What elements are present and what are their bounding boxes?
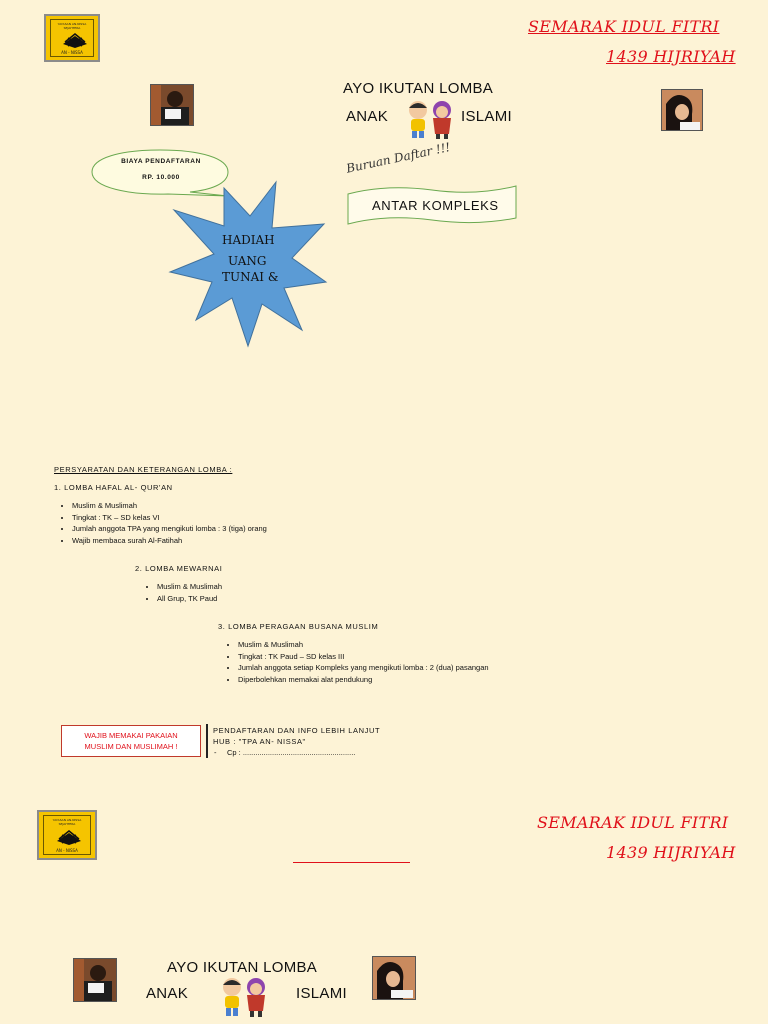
kids-cartoon-icon — [402, 98, 458, 140]
headline-line2-left: ANAK — [346, 108, 389, 125]
contact-line2: HUB : "TPA AN- NISSA" — [213, 737, 306, 746]
bubble-line2: RP. 10.000 — [142, 174, 180, 181]
headline-line2-right: ISLAMI — [461, 108, 512, 125]
banner-text: ANTAR KOMPLEKS — [372, 198, 499, 213]
buruan-daftar-text: Buruan Daftar !!! — [345, 139, 452, 176]
list-item: • Jumlah anggota setiap Kompleks yang mengikuti lomba : 2 (dua) pasangan — [238, 662, 489, 674]
logo-2 — [37, 810, 97, 860]
list-item: • Muslim & Muslimah — [238, 639, 489, 651]
burst-line2: UANG — [228, 254, 267, 268]
burst-line3: TUNAI & — [222, 270, 279, 284]
list-item: • Diperbolehkan memakai alat pendukung — [238, 674, 489, 686]
headline-line2-right-page2: ISLAMI — [296, 985, 347, 1002]
competition-3-title: 3. LOMBA PERAGAAN BUSANA MUSLIM — [218, 622, 379, 631]
red-underline — [293, 862, 410, 863]
list-item: • Muslim & Muslimah — [72, 500, 267, 512]
requirements-heading: PERSYARATAN DAN KETERANGAN LOMBA : — [54, 465, 233, 474]
header-title-line1: SEMARAK IDUL FITRI — [528, 17, 720, 36]
list-item: • Tingkat : TK – SD kelas VI — [72, 512, 267, 524]
logo-top-text: YAYASAN AN-NISSA SEJAHTERA — [57, 22, 87, 30]
notice-line1: WAJIB MEMAKAI PAKAIAN — [84, 731, 178, 740]
logo-bottom-text: AN - NISSA — [61, 50, 83, 55]
photo-girl-reading — [372, 956, 416, 1000]
headline-line1-page2: AYO IKUTAN LOMBA — [167, 959, 318, 976]
photo-man-reading — [150, 84, 194, 126]
photo-girl-reading — [661, 89, 703, 131]
list-item: • All Grup, TK Paud — [157, 593, 222, 605]
competition-1-title: 1. LOMBA HAFAL AL- QUR'AN — [54, 483, 173, 492]
logo — [44, 14, 100, 62]
list-item: • Muslim & Muslimah — [157, 581, 222, 593]
header-title-line2: 1439 HIJRIYAH — [606, 47, 736, 66]
notice-line2: MUSLIM DAN MUSLIMAH ! — [84, 742, 178, 751]
bubble-line1: BIAYA PENDAFTARAN — [121, 158, 201, 165]
header-title-line2-page2: 1439 HIJRIYAH — [606, 843, 736, 862]
dress-code-notice — [61, 725, 201, 757]
photo-man-reading — [73, 958, 117, 1002]
kids-cartoon-icon — [216, 975, 272, 1019]
logo-top-text: YAYASAN AN-NISSA SEJAHTERA — [52, 818, 82, 826]
list-item: • Jumlah anggota TPA yang mengikuti lomba : 3 (tiga) orang — [72, 523, 267, 535]
quran-icon — [55, 827, 83, 847]
quran-icon — [61, 30, 89, 50]
competition-1-list — [60, 500, 267, 546]
logo-bottom-text: AN - NISSA — [56, 848, 78, 853]
competition-2-title: 2. LOMBA MEWARNAI — [135, 564, 223, 573]
competition-3-list — [226, 639, 489, 685]
headline-line2-left-page2: ANAK — [146, 985, 189, 1002]
contact-line1: PENDAFTARAN DAN INFO LEBIH LANJUT — [213, 726, 381, 735]
competition-2-list — [145, 581, 222, 604]
divider — [206, 724, 208, 758]
list-item: • Tingkat : TK Paud – SD kelas III — [238, 651, 489, 663]
contact-cp: Cp : ...................................................... — [227, 748, 356, 757]
header-title-line1-page2: SEMARAK IDUL FITRI — [537, 813, 729, 832]
contact-dash: - — [214, 748, 217, 757]
burst-line1: HADIAH — [222, 233, 275, 247]
headline-line1: AYO IKUTAN LOMBA — [343, 80, 494, 97]
list-item: • Wajib membaca surah Al-Fatihah — [72, 535, 267, 547]
